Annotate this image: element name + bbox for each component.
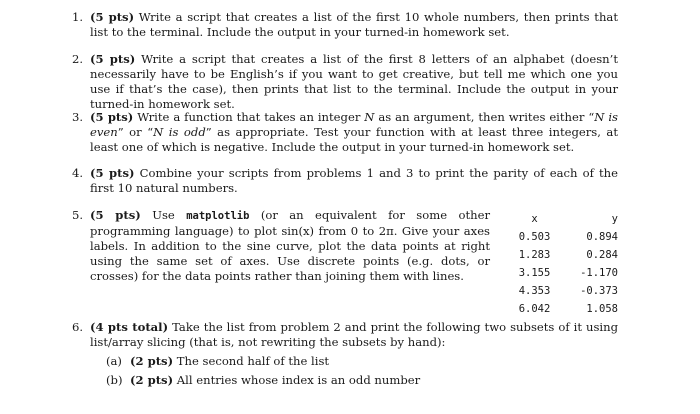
problem-body-b: as an argument, then writes either “ bbox=[374, 110, 595, 124]
cell-y: 0.284 bbox=[586, 249, 618, 261]
code-matplotlib: matplotlib bbox=[186, 210, 250, 222]
problem-body: Take the list from problem 2 and print the following two subsets of it using list/array slicing (that is, not rewriting the subsets by hand): bbox=[90, 320, 618, 349]
problem-body-d: ” as appropriate. Test your function with at least three integers, at least one of which is negative. Include the output in your turned-in homework set. bbox=[90, 125, 618, 154]
points-label: (2 pts) bbox=[130, 373, 174, 387]
problem-3 bbox=[72, 110, 618, 155]
data-points-table bbox=[512, 210, 618, 318]
problem-2 bbox=[72, 52, 618, 112]
problem-text bbox=[90, 166, 618, 196]
problem-body-a: Write a function that takes an integer bbox=[137, 110, 365, 124]
subpart-text: The second half of the list bbox=[176, 354, 330, 368]
subpart-text: All entries whose index is an odd number bbox=[176, 373, 421, 387]
problem-number: 4. bbox=[72, 166, 84, 180]
even-phrase: N is even bbox=[90, 110, 618, 139]
odd-phrase: N is odd bbox=[153, 125, 206, 139]
points-label: (5 pts) bbox=[90, 52, 136, 66]
points-label: (5 pts) bbox=[90, 110, 134, 124]
cell-x: 3.155 bbox=[518, 267, 551, 279]
variable-n: N bbox=[364, 110, 375, 124]
points-label: (2 pts) bbox=[130, 354, 174, 368]
problem-number: 3. bbox=[72, 110, 84, 124]
problem-6 bbox=[72, 320, 618, 388]
cell-y: 1.058 bbox=[586, 303, 618, 315]
problem-5 bbox=[72, 208, 618, 315]
problem-1 bbox=[72, 10, 618, 40]
table-row bbox=[512, 264, 618, 282]
problem-number: 1. bbox=[72, 10, 84, 24]
problem-number: 2. bbox=[72, 52, 84, 66]
points-label: (5 pts) bbox=[90, 208, 141, 222]
points-label: (5 pts) bbox=[90, 10, 135, 24]
problem-body-a: Use bbox=[152, 208, 187, 222]
subpart-label: (b) bbox=[106, 373, 123, 387]
problem-text bbox=[90, 110, 618, 155]
cell-y: -0.373 bbox=[580, 285, 618, 297]
problem-text bbox=[90, 10, 618, 40]
table-header-row bbox=[512, 210, 618, 228]
problem-body: Write a script that creates a list of the first 10 whole numbers, then prints that list to the terminal. Include the output in your turned-in homework set. bbox=[90, 10, 618, 39]
problem-text bbox=[90, 208, 490, 284]
cell-y: 0.894 bbox=[586, 231, 618, 243]
table-row bbox=[512, 246, 618, 264]
problem-body: Combine your scripts from problems 1 and 3 to print the parity of each of the first 10 natural numbers. bbox=[90, 166, 618, 195]
cell-y: -1.170 bbox=[580, 267, 618, 279]
problem-body-c: ” or “ bbox=[117, 125, 154, 139]
problem-number: 6. bbox=[72, 320, 84, 334]
points-label: (5 pts) bbox=[90, 166, 135, 180]
subpart-label: (a) bbox=[106, 354, 122, 368]
cell-x: 6.042 bbox=[518, 303, 551, 315]
cell-x: 1.283 bbox=[518, 249, 551, 261]
column-header-y: y bbox=[611, 213, 618, 225]
subpart-b bbox=[106, 373, 618, 388]
points-label: (4 pts total) bbox=[90, 320, 169, 334]
subpart-a bbox=[106, 354, 618, 369]
problem-text bbox=[90, 52, 618, 112]
table-row bbox=[512, 282, 618, 300]
problem-body: Write a script that creates a list of the first 8 letters of an alphabet (doesn’t necessarily have to be English’s if you want to get creative, but tell me which one you use if that’s the case), then prints that list to the terminal. Include the output in your turned-in homework set. bbox=[90, 52, 618, 111]
problem-4 bbox=[72, 166, 618, 196]
table-row bbox=[512, 300, 618, 318]
table-row bbox=[512, 228, 618, 246]
problem-body-b: (or an equivalent for some other programming language) to plot sin(x) from 0 to 2π. Give your axes labels. In addition to the sine curve, plot the data points at right using the same set of axes. Use discrete points (e.g. dots, or crosses) for the data points rather than joining them with lines. bbox=[90, 208, 490, 283]
problem-number: 5. bbox=[72, 208, 84, 222]
cell-x: 0.503 bbox=[518, 231, 551, 243]
column-header-x: x bbox=[531, 213, 538, 225]
problem-text bbox=[90, 320, 618, 350]
cell-x: 4.353 bbox=[518, 285, 551, 297]
